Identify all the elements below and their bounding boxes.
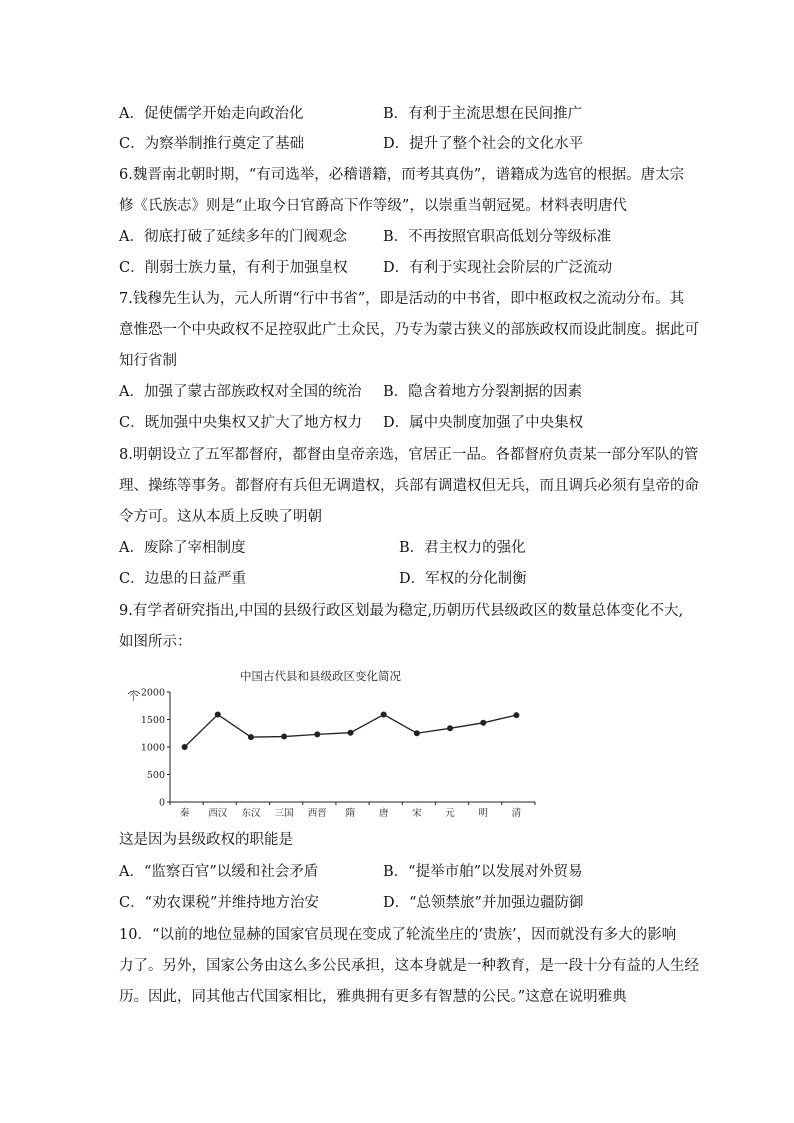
q9-option-b: B．“提举市舶”以发展对外贸易 <box>383 864 583 880</box>
data-point <box>281 734 287 740</box>
q6-stem-line-1: 6.魏晋南北朝时期，“有司选举，必稽谱籍，而考其真伪”，谱籍成为选官的根据。唐太宗 <box>119 167 685 183</box>
y-tick-label: 0 <box>158 797 165 809</box>
x-tick-label: 明 <box>478 808 488 819</box>
x-tick-label: 元 <box>445 808 455 819</box>
q6-option-d: D．有利于实现社会阶层的广泛流动 <box>383 260 613 276</box>
data-point <box>513 712 519 718</box>
q8-option-a: A．废除了宰相制度 <box>119 540 246 556</box>
q8-stem-line-1: 8.明朝设立了五军都督府，都督由皇帝亲选，官居正一品。各都督府负责某一部分军队的管 <box>119 447 699 463</box>
q7-stem-line-1: 7.钱穆先生认为，元人所谓“行中书省”，即是活动的中书省，即中枢政权之流动分布。其 <box>119 291 685 307</box>
q9-option-c: C．“劝农课税”并维持地方治安 <box>119 895 319 911</box>
data-point <box>182 744 188 750</box>
y-tick-label: 1000 <box>140 742 165 754</box>
q7-option-a: A．加强了蒙古部族政权对全国的统治 <box>119 384 362 400</box>
x-tick-label: 西晋 <box>307 808 327 819</box>
q6-stem-line-2: 修《氏族志》则是“止取今日官爵高下作等级”，以崇重当朝冠冕。材料表明唐代 <box>119 198 627 214</box>
x-tick-label: 唐 <box>378 808 389 819</box>
q5-option-d: D．提升了整个社会的文化水平 <box>383 136 584 152</box>
data-point <box>314 731 320 737</box>
data-point <box>215 712 221 718</box>
y-tick-label: 2000 <box>140 687 165 699</box>
q5-option-b: B．有利于主流思想在民间推广 <box>383 106 583 122</box>
q5-option-c: C．为察举制推行奠定了基础 <box>119 136 305 152</box>
x-tick-label: 西汉 <box>208 808 228 819</box>
q7-option-d: D．属中央制度加强了中央集权 <box>383 415 584 431</box>
data-point <box>447 725 453 731</box>
q6-option-a: A．彻底打破了延续多年的门阀观念 <box>119 229 347 245</box>
line-chart-svg <box>125 664 545 820</box>
x-tick-label: 隋 <box>345 808 356 819</box>
q10-stem-line-2: 力了。另外，国家公务由这么多公民承担，这本身就是一种教育，是一段十分有益的人生经 <box>119 958 699 974</box>
data-point <box>348 730 354 736</box>
data-point <box>381 712 387 718</box>
data-point <box>480 720 486 726</box>
q8-option-c: C．边患的日益严重 <box>119 571 247 587</box>
x-tick-label: 宋 <box>412 808 422 819</box>
x-tick-label: 清 <box>511 808 522 819</box>
chart-title: 中国古代县和县级政区变化简况 <box>240 669 401 683</box>
x-tick-label: 三国 <box>274 808 294 819</box>
q10-stem-line-3: 历。因此，同其他古代国家相比，雅典拥有更多有智慧的公民。”这意在说明雅典 <box>119 989 627 1005</box>
data-point <box>248 734 254 740</box>
q8-stem-line-2: 理、操练等事务。都督府有兵但无调遣权，兵部有调遣权但无兵，而且调兵必须有皇帝的命 <box>119 478 699 494</box>
q8-stem-line-3: 令方可。这从本质上反映了明朝 <box>119 509 322 525</box>
q7-stem-line-2: 意惟恐一个中央政权不足控驭此广土众民，乃专为蒙古狭义的部族政权而设此制度。据此可 <box>119 322 699 338</box>
q7-stem-line-3: 知行省制 <box>119 353 177 369</box>
q6-option-b: B．不再按照官职高低划分等级标准 <box>383 229 612 245</box>
q9-stem-line-2: 如图所示： <box>119 634 192 650</box>
q9-stem-line-1: 9.有学者研究指出,中国的县级行政区划最为稳定,历朝历代县级政区的数量总体变化不大, <box>119 603 684 619</box>
x-tick-label: 东汉 <box>241 808 261 819</box>
data-point <box>414 730 420 736</box>
q5-option-a: A．促使儒学开始走向政治化 <box>119 106 304 122</box>
y-tick-label: 1500 <box>140 715 165 726</box>
q7-option-c: C．既加强中央集权又扩大了地方权力 <box>119 415 363 431</box>
county-count-chart <box>125 664 545 820</box>
q7-option-b: B．隐含着地方分裂割据的因素 <box>383 384 583 400</box>
q10-stem-line-1: 10．“以前的地位显赫的国家官员现在变成了轮流坐庄的‘贵族’，因而就没有多大的影响 <box>119 927 677 943</box>
q9-question-line: 这是因为县级政权的职能是 <box>119 832 293 848</box>
q8-option-b: B．君主权力的强化 <box>399 540 526 556</box>
x-tick-label: 秦 <box>179 808 190 819</box>
q8-option-d: D．军权的分化制衡 <box>399 571 527 587</box>
q6-option-c: C．削弱士族力量，有利于加强皇权 <box>119 260 348 276</box>
y-axis-unit-label: 个 <box>129 692 139 703</box>
q9-option-d: D．“总领禁旅”并加强边疆防御 <box>383 895 584 911</box>
q9-option-a: A．“监察百官”以缓和社会矛盾 <box>119 864 319 880</box>
y-tick-label: 500 <box>146 770 165 781</box>
